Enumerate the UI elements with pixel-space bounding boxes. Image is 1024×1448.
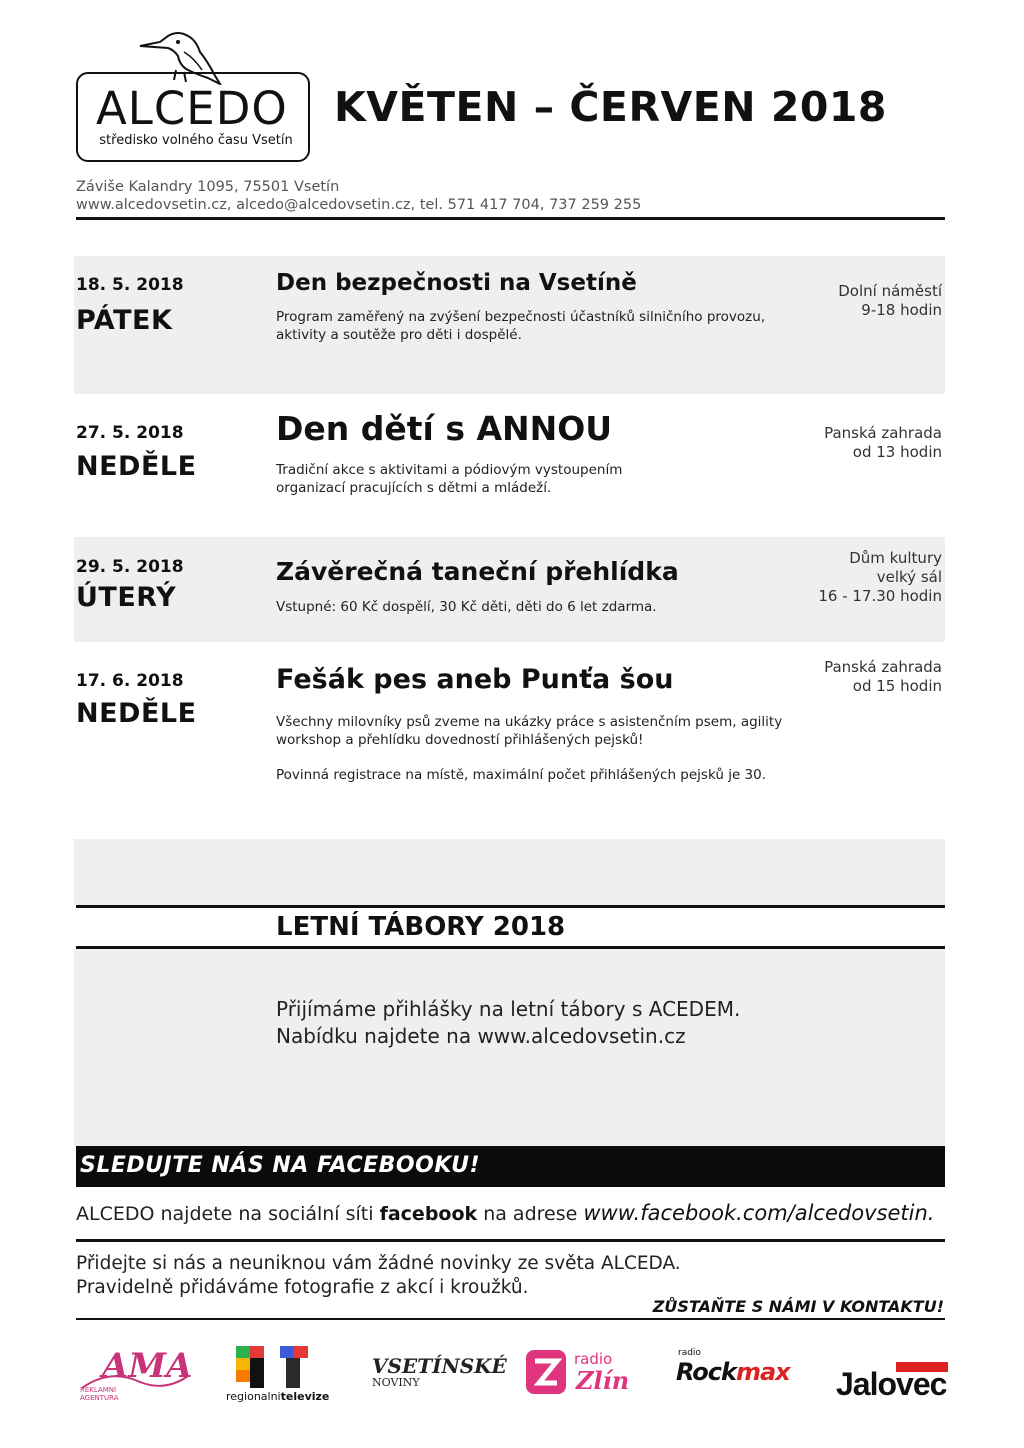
event-3-place-room: velký sál (876, 568, 942, 586)
event-4-place-name: Panská zahrada (824, 658, 942, 676)
event-4-description: Všechny milovníky psů zveme na ukázky práce s asistenčním psem, agility workshop a přehlídku dovedností přihlášených pejsků! (276, 714, 783, 748)
rockmax-max: max (735, 1358, 790, 1386)
event-4-date: 17. 6. 2018 (76, 671, 184, 691)
event-4-title: Fešák pes aneb Punťa šou (276, 664, 674, 695)
address-block (76, 178, 641, 214)
ama-subtitle: REKLAMNÍ AGENTURA (80, 1386, 119, 1402)
event-4-registration-note: Povinná registrace na místě, maximální počet přihlášených pejsků je 30. (276, 767, 767, 783)
event-3-place (762, 549, 942, 606)
radio-zlin-name: Zlín (576, 1366, 630, 1395)
sponsor-regionalni-televize-logo (226, 1338, 336, 1408)
facebook-info-mid: na adrese (477, 1203, 584, 1225)
radio-zlin-z-icon (526, 1350, 566, 1394)
event-1-date: 18. 5. 2018 (76, 275, 184, 295)
footer-divider (76, 1318, 945, 1320)
rt-label-regular: regionalni (226, 1390, 281, 1403)
camps-top-divider (76, 905, 945, 908)
event-2-description: Tradiční akce s aktivitami a pódiovým vystoupením organizací pracujících s dětmi a mládeží. (276, 462, 623, 496)
radio-zlin-radio: radio (574, 1350, 613, 1368)
camps-line-2: Nabídku najdete na www.alcedovsetin.cz (276, 1024, 686, 1048)
event-2-day: NEDĚLE (76, 451, 197, 482)
event-3-title: Závěrečná taneční přehlídka (276, 557, 679, 586)
vs-subtitle: NOVINY (372, 1376, 420, 1389)
rt-blocks-icon (236, 1346, 316, 1388)
event-2-place-time: od 13 hodin (852, 443, 942, 461)
page-title: KVĚTEN – ČERVEN 2018 (334, 83, 887, 131)
sponsor-jalovec-logo (836, 1338, 948, 1408)
contact-line: www.alcedovsetin.cz, alcedo@alcedovsetin.cz, tel. 571 417 704, 737 259 255 (76, 197, 642, 213)
facebook-divider (76, 1239, 945, 1242)
facebook-url: www.facebook.com/alcedovsetin. (583, 1201, 935, 1225)
address-line: Záviše Kalandry 1095, 75501 Vsetín (76, 179, 340, 195)
event-1-place-name: Dolní náměstí (838, 282, 942, 300)
follow-line-1: Přidejte si nás a neuniknou vám žádné novinky ze světa ALCEDA. (76, 1253, 681, 1274)
event-4-place-time: od 15 hodin (852, 677, 942, 695)
camps-line-1: Přijímáme přihlášky na letní tábory s ACEDEM. (276, 997, 741, 1021)
event-3-place-name: Dům kultury (849, 549, 942, 567)
sponsor-vsetinske-noviny-logo (372, 1338, 507, 1408)
event-4-place (762, 658, 942, 696)
ama-name: AMA (102, 1346, 193, 1386)
camps-text (276, 996, 740, 1050)
rockmax-name (676, 1358, 790, 1386)
sponsor-radio-zlin-logo (526, 1338, 638, 1408)
sponsor-ama-logo (80, 1338, 193, 1408)
vs-name: VSETÍNSKÉ (372, 1354, 507, 1378)
event-2-place (762, 424, 942, 462)
event-3-date: 29. 5. 2018 (76, 557, 184, 577)
event-1-description: Program zaměřený na zvýšení bezpečnosti účastníků silničního provozu, aktivity a soutěže pro děti i dospělé. (276, 309, 766, 343)
header-divider (76, 217, 945, 220)
jalovec-name: Jalovec (836, 1366, 947, 1402)
stay-in-touch: ZŮSTAŇTE S NÁMI V KONTAKTU! (652, 1297, 944, 1316)
facebook-info (76, 1201, 934, 1225)
event-1-place (762, 282, 942, 320)
facebook-word: facebook (379, 1203, 478, 1225)
facebook-info-text: ALCEDO najdete na sociální síti (76, 1203, 380, 1225)
event-4-day: NEDĚLE (76, 698, 197, 729)
follow-line-2: Pravidelně přidáváme fotografie z akcí i kroužků. (76, 1277, 529, 1298)
rt-label-bold: televize (280, 1390, 330, 1403)
rockmax-radio: radio (678, 1348, 701, 1358)
facebook-follow-text (76, 1252, 681, 1300)
event-2-date: 27. 5. 2018 (76, 423, 184, 443)
event-1-title: Den bezpečnosti na Vsetíně (276, 270, 637, 296)
logo-subtitle: středisko volného času Vsetín (99, 133, 293, 148)
camps-top-band (74, 839, 945, 905)
event-1-place-time: 9-18 hodin (861, 301, 942, 319)
rt-label (226, 1390, 329, 1403)
sponsor-rockmax-logo (676, 1338, 806, 1408)
facebook-banner-text: SLEDUJTE NÁS NA FACEBOOKU! (80, 1153, 480, 1178)
event-2-title: Den dětí s ANNOU (276, 409, 613, 448)
rockmax-rock: Rock (676, 1358, 736, 1386)
event-3-place-time: 16 - 17.30 hodin (818, 587, 942, 605)
event-3-day: ÚTERÝ (76, 582, 177, 613)
event-2-place-name: Panská zahrada (824, 424, 942, 442)
camps-title: LETNÍ TÁBORY 2018 (276, 912, 566, 942)
event-3-description: Vstupné: 60 Kč dospělí, 30 Kč děti, děti do 6 let zdarma. (276, 599, 657, 615)
event-1-day: PÁTEK (76, 305, 173, 336)
logo-name: ALCEDO (96, 82, 288, 135)
